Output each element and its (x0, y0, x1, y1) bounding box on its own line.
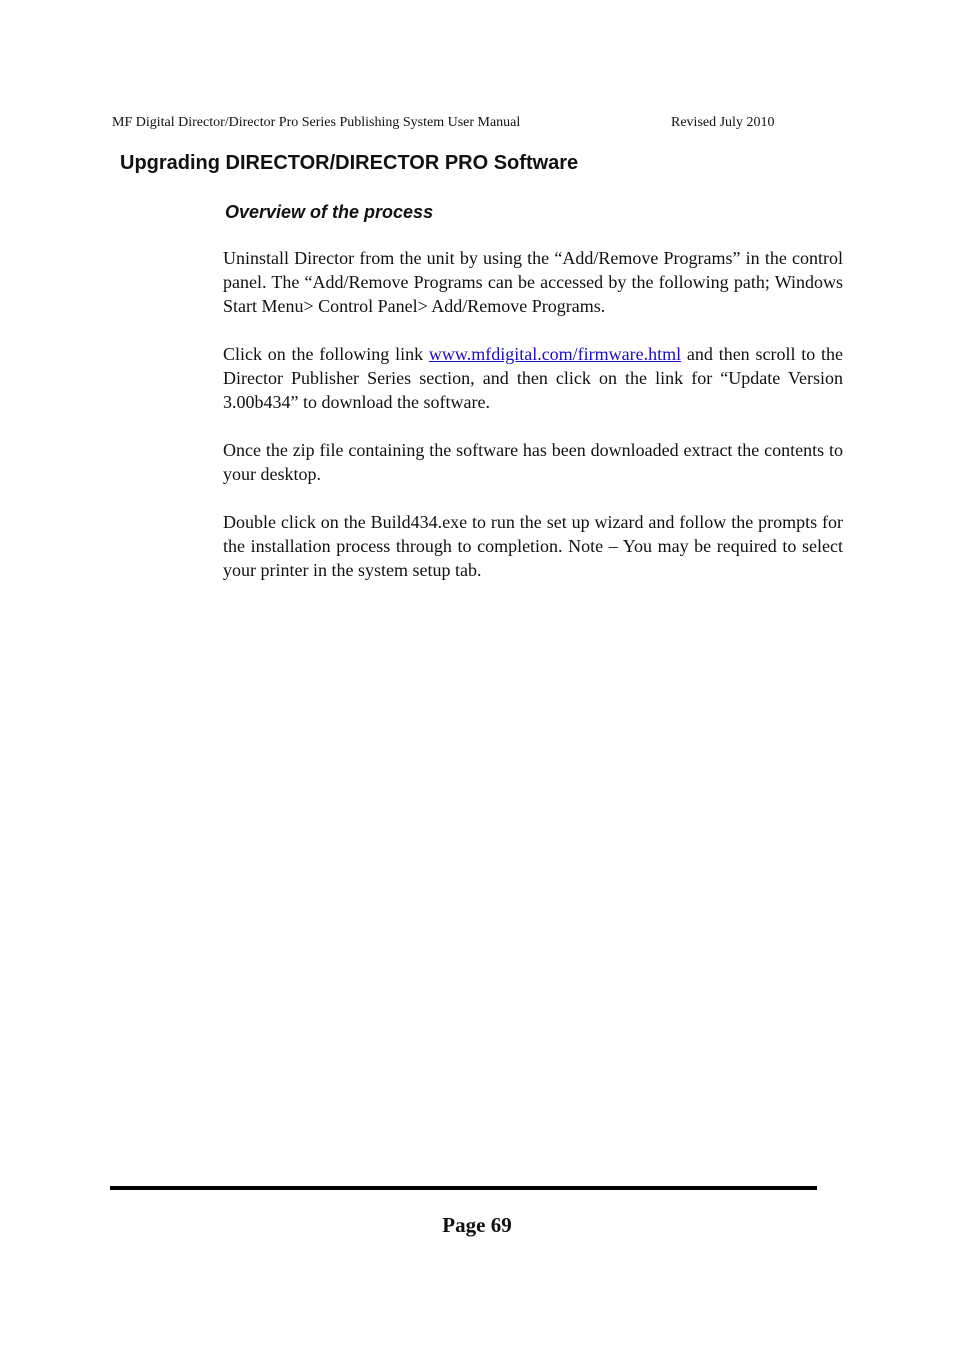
body-text (223, 246, 843, 606)
manual-title: MF Digital Director/Director Pro Series Publishing System User Manual (112, 115, 521, 130)
paragraph-extract: Once the zip file containing the software has been downloaded extract the contents to your desktop. (223, 440, 843, 484)
revision-date: Revised July 2010 (671, 115, 775, 130)
footer-rule (110, 1186, 817, 1190)
paragraph-uninstall: Uninstall Director from the unit by using the “Add/Remove Programs” in the control panel. The “Add/Remove Programs can be accessed by the following path; Windows Start Menu> Control Panel> Add/Remove Programs. (223, 248, 843, 316)
page-number: Page 69 (442, 1213, 512, 1237)
running-header (112, 114, 788, 132)
paragraph-download-lead: Click on the following link (223, 344, 429, 364)
firmware-link[interactable]: www.mfdigital.com/firmware.html (428, 344, 682, 364)
paragraph-download (223, 342, 843, 414)
sub-heading: Overview of the process (225, 202, 434, 222)
paragraph-download-rest: and then scroll to the Director Publisher Series section, and then click on the link for “Update Version 3.00b434” to download the software. (223, 344, 843, 412)
section-heading: Upgrading DIRECTOR/DIRECTOR PRO Software (120, 152, 579, 174)
paragraph-install: Double click on the Build434.exe to run the set up wizard and follow the prompts for the installation process through to completion. Note – You may be required to select your printer in the system setup tab. (223, 512, 843, 580)
